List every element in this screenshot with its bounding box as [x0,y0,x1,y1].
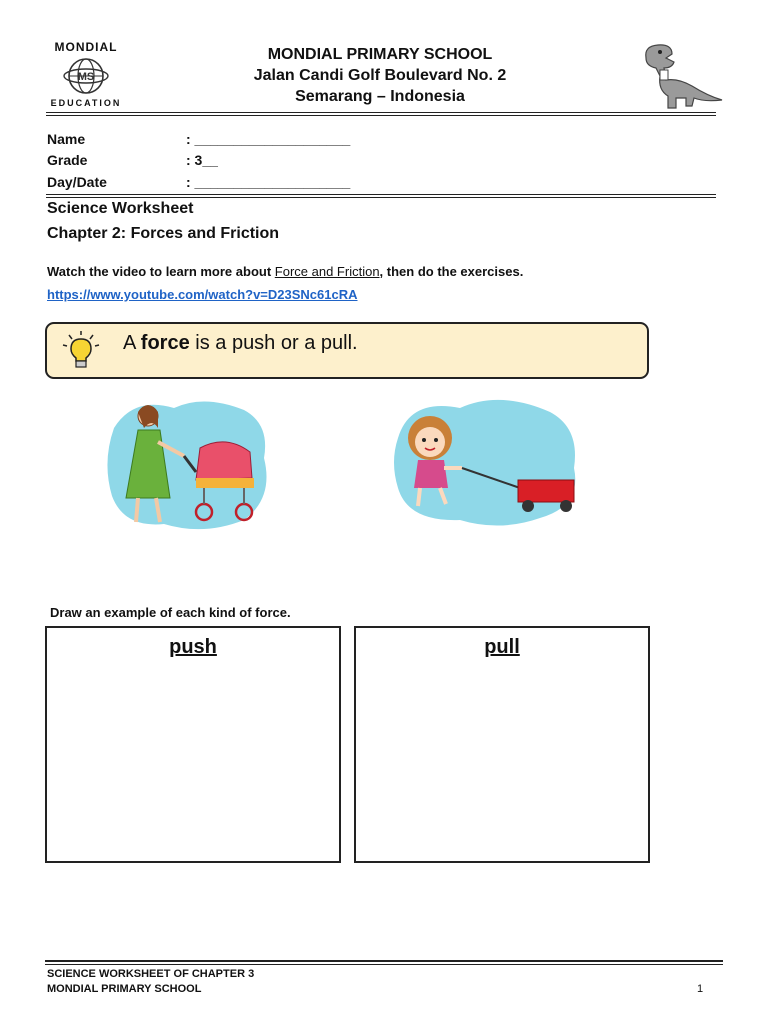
dinosaur-mascot-icon [638,40,724,112]
school-name: MONDIAL PRIMARY SCHOOL [267,46,493,63]
footer-rule-thin [45,964,723,965]
name-label: Name [47,131,86,147]
definition-post: is a push or a pull. [189,332,358,354]
instruction-post: , then do the exercises. [379,264,524,279]
address-line-2: Semarang – Indonesia [295,88,465,105]
definition-pre: A [123,332,141,354]
footer-line-2: MONDIAL PRIMARY SCHOOL [47,983,202,995]
footer-rule-thick [45,960,723,962]
pull-label: pull [484,636,520,658]
lightbulb-icon [61,330,101,370]
pull-drawing-box[interactable] [354,626,650,863]
school-logo [46,40,126,112]
info-rule-2 [46,197,716,198]
footer-line-1: SCIENCE WORKSHEET OF CHAPTER 3 [47,968,255,980]
chapter-title: Chapter 2: Forces and Friction [47,225,280,242]
logo-top-text: MONDIAL [54,40,118,54]
globe-icon [62,55,110,97]
logo-bottom-text: EDUCATION [50,98,122,108]
pull-wagon-illustration [390,388,582,538]
school-header [160,44,600,107]
definition-keyword: force [140,332,190,354]
address-line-1: Jalan Candi Golf Boulevard No. 2 [253,67,507,84]
grade-field[interactable]: : 3__ [186,152,218,168]
definition-box [45,322,649,379]
instruction-topic: Force and Friction [274,264,380,279]
activity-prompt: Draw an example of each kind of force. [50,605,291,620]
name-field[interactable]: : ____________________ [186,131,351,147]
info-rule-1 [46,194,716,195]
push-label: push [169,636,217,658]
logo-monogram: MS [77,71,95,83]
page-number: 1 [697,983,704,995]
date-field[interactable]: : ____________________ [186,174,351,190]
header-rule-thin [46,115,716,116]
date-label: Day/Date [47,174,107,190]
push-stroller-illustration [104,388,274,538]
video-link[interactable]: https://www.youtube.com/watch?v=D23SNc61cRA [47,287,358,302]
definition-text [123,332,358,355]
worksheet-title: Science Worksheet [47,200,194,217]
header-rule-thick [46,112,716,113]
instruction-pre: Watch the video to learn more about [47,264,275,279]
instruction-text [47,264,523,279]
grade-label: Grade [47,152,88,168]
push-drawing-box[interactable] [45,626,341,863]
